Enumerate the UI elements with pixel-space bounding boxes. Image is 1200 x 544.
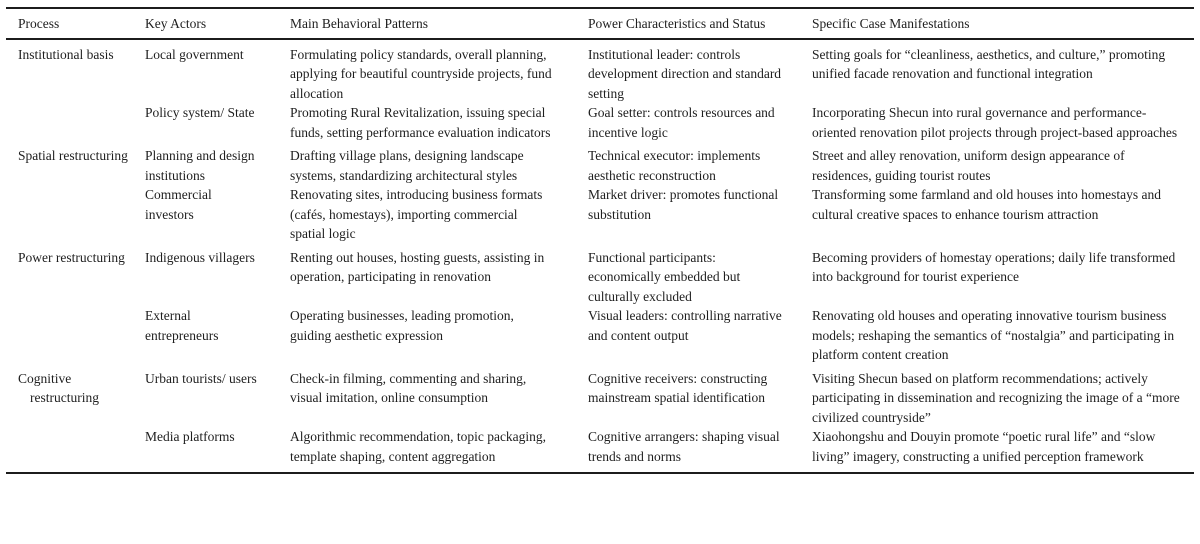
column-header-case-manifestations: Specific Case Manifestations	[812, 8, 1194, 39]
actor-cell: Local government	[145, 46, 244, 62]
process-cell: Power restructuring	[18, 249, 125, 265]
power-cell: Functional participants: economically embedded but culturally excluded	[588, 249, 741, 304]
case-cell: Incorporating Shecun into rural governance and performance-oriented renovation pilot projects through project-based approaches	[812, 105, 1178, 140]
process-cell: Spatial restructuring	[18, 148, 128, 163]
case-cell: Renovating old houses and operating innovative tourism business models; reshaping the semantics of “nostalgia” and participating in platform content creation	[812, 308, 1175, 362]
table-row	[6, 185, 1194, 244]
power-cell: Visual leaders: controlling narrative and content output	[588, 308, 782, 343]
table-row	[6, 306, 1194, 365]
process-cell: Cognitive restructuring	[18, 370, 99, 405]
behavior-cell: Renovating sites, introducing business formats (cafés, homestays), importing commercial spatial logic	[290, 187, 543, 241]
table-row	[6, 427, 1194, 473]
power-cell: Goal setter: controls resources and incentive logic	[588, 105, 775, 140]
actor-cell: Commercial investors	[145, 187, 212, 222]
case-cell: Xiaohongshu and Douyin promote “poetic rural life” and “slow living” imagery, constructing a unified perception framework	[812, 429, 1156, 464]
column-header-process: Process	[6, 8, 145, 39]
power-cell: Technical executor: implements aesthetic reconstruction	[588, 148, 761, 183]
paper-table-container	[6, 7, 1194, 474]
column-header-power-characteristics: Power Characteristics and Status	[588, 8, 812, 39]
behavior-cell: Promoting Rural Revitalization, issuing special funds, setting performance evaluation indicators	[290, 105, 551, 140]
actors-roles-table	[6, 7, 1194, 474]
actor-cell: Policy system/ State	[145, 105, 255, 120]
behavior-cell: Formulating policy standards, overall planning, applying for beautiful countryside projects, fund allocation	[290, 46, 552, 101]
actor-cell: External entrepreneurs	[145, 308, 219, 343]
table-row	[6, 142, 1194, 185]
case-cell: Visiting Shecun based on platform recommendations; actively participating in dissemination and recognizing the image of a “more civilized countryside”	[812, 370, 1180, 425]
actor-cell: Urban tourists/ users	[145, 370, 257, 386]
case-cell: Setting goals for “cleanliness, aesthetics, and culture,” promoting unified facade renovation and functional integration	[812, 46, 1166, 81]
power-cell: Market driver: promotes functional substitution	[588, 187, 779, 222]
header-row	[6, 8, 1194, 39]
process-cell: Institutional basis	[18, 46, 114, 62]
table-row	[6, 244, 1194, 307]
column-header-key-actors: Key Actors	[145, 8, 290, 39]
table-row	[6, 103, 1194, 142]
case-cell: Transforming some farmland and old houses into homestays and cultural creative spaces to enhance tourism attraction	[812, 187, 1161, 222]
column-header-behavioral-patterns: Main Behavioral Patterns	[290, 8, 588, 39]
actor-cell: Planning and design institutions	[145, 148, 255, 183]
table-row	[6, 365, 1194, 428]
behavior-cell: Algorithmic recommendation, topic packaging, template shaping, content aggregation	[290, 429, 547, 464]
power-cell: Institutional leader: controls development direction and standard setting	[588, 46, 782, 101]
behavior-cell: Check-in filming, commenting and sharing, visual imitation, online consumption	[290, 370, 527, 405]
case-cell: Becoming providers of homestay operations; daily life transformed into background for tourist experience	[812, 249, 1176, 284]
table-row	[6, 39, 1194, 104]
power-cell: Cognitive receivers: constructing mainstream spatial identification	[588, 370, 768, 405]
case-cell: Street and alley renovation, uniform design appearance of residences, guiding tourist routes	[812, 148, 1125, 183]
power-cell: Cognitive arrangers: shaping visual trends and norms	[588, 429, 780, 464]
actor-cell: Indigenous villagers	[145, 249, 255, 265]
behavior-cell: Operating businesses, leading promotion, guiding aesthetic expression	[290, 308, 514, 343]
behavior-cell: Drafting village plans, designing landscape systems, standardizing architectural styles	[290, 148, 524, 183]
behavior-cell: Renting out houses, hosting guests, assisting in operation, participating in renovation	[290, 249, 545, 284]
actor-cell: Media platforms	[145, 429, 235, 444]
